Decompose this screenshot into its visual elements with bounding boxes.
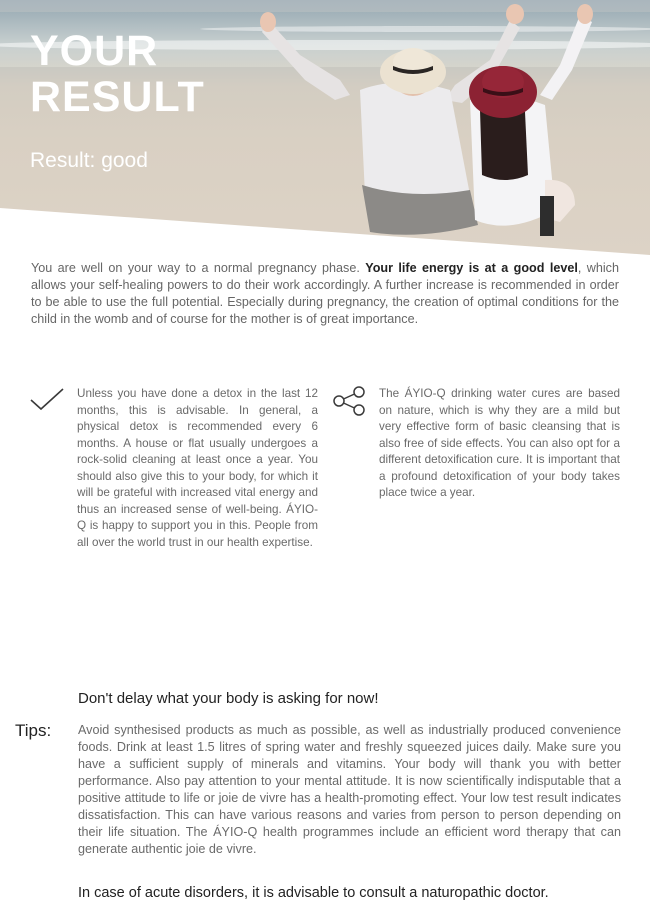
tips-text: Avoid synthesised products as much as possible, as well as industrially produced convenience foods. Drink at least 1.5 litres of spring water and freshly squeezed juices daily. Make sure you have a sufficient supply of minerals and vitamins. Your body will thank you with better performance. Also pay attention to your mental attitude. It is now scientifically indisputable that a positive attitude to life or joie de vivre has a health-promoting effect. Your low test result indicates dissatisfaction. This can have various reasons and varies from person to person depending on their life situation. The ÁYIO-Q health programmes include an efficient word therapy that can generate authentic joie de vivre. [78, 723, 621, 856]
checkmark-icon [30, 388, 64, 412]
result-subtitle: Result: good [30, 149, 148, 172]
call-to-action: Don't delay what your body is asking for now! [78, 690, 379, 707]
footer-note: In case of acute disorders, it is advisable to consult a naturopathic doctor. [78, 885, 549, 901]
water-cure-text: The ÁYIO-Q drinking water cures are based on nature, which is why they are a mild but very effective form of basic cleansing that is also free of side effects. You can also opt for a different detoxification cure. It is important that a profound detoxification of your body takes place twice a year. [379, 387, 620, 499]
intro-paragraph [31, 260, 619, 328]
page-title [30, 28, 205, 120]
title-line-1: YOUR [30, 27, 159, 75]
title-line-2: RESULT [30, 73, 205, 121]
tips-label: Tips: [15, 721, 52, 740]
intro-text-before: You are well on your way to a normal pregnancy phase. [31, 261, 366, 275]
share-icon [332, 386, 366, 416]
intro-text-after: , which allows your self-healing powers to do their work accordingly. A further increase is recommended in order to be able to use the full potential. Especially during pregnancy, the creation of optimal conditions for the child in the womb and of course for the mother is of great importance. [31, 261, 619, 326]
intro-bold-text: Your life energy is at a good level [365, 261, 578, 275]
detox-advice-text: Unless you have done a detox in the last 12 months, this is advisable. In general, a physical detox is recommended every 6 months. A house or flat usually undergoes a rock-solid cleaning at least once a year. You should also give this to your body, for which it will be grateful with increased vital energy and thus an increased sense of well-being. ÁYIO-Q is happy to support you in this. People from all over the world trust in our health expertise. [77, 387, 318, 549]
hero-banner [0, 0, 650, 255]
